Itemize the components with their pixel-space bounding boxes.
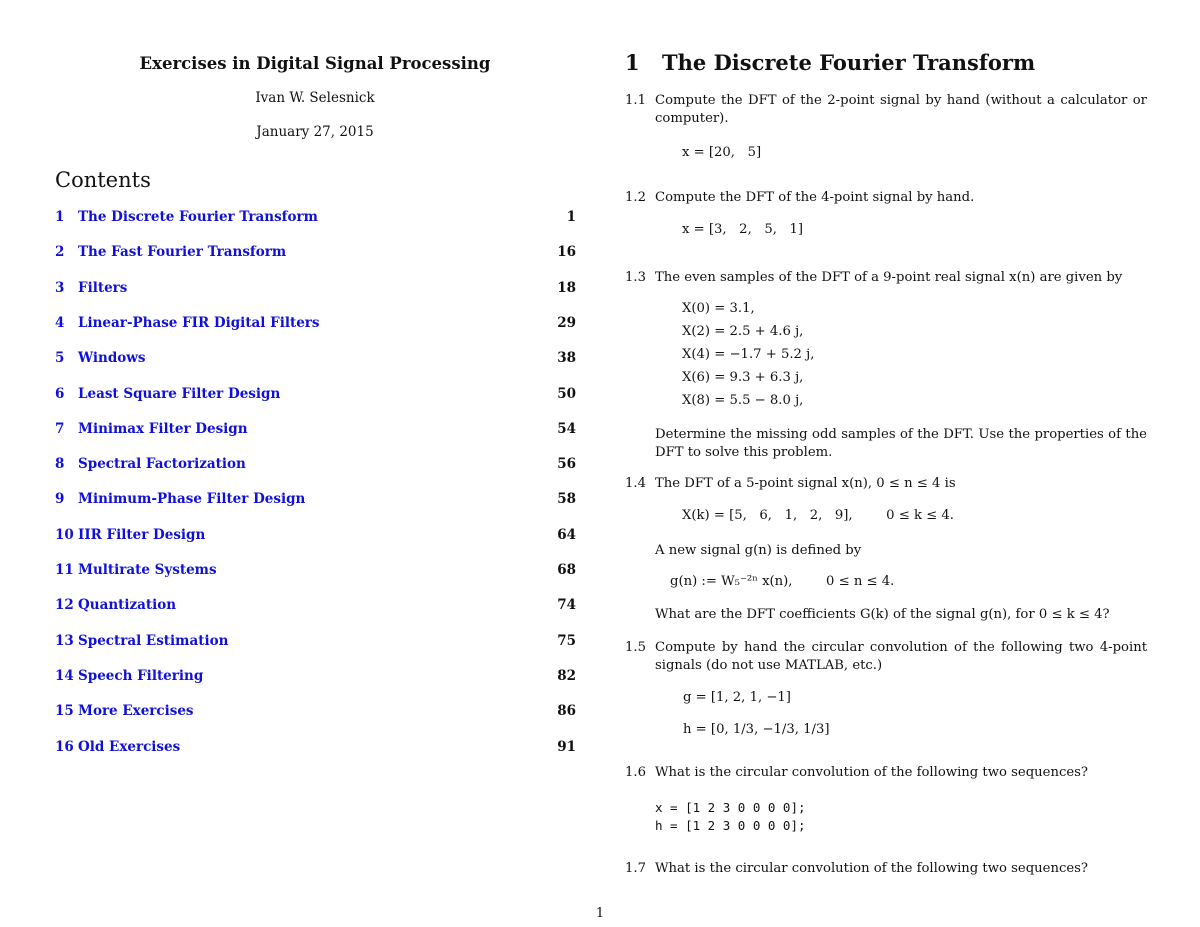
toc-label: Speech Filtering: [78, 667, 204, 684]
toc-number: 5: [55, 350, 65, 367]
toc-page: 74: [557, 597, 576, 614]
exercise-paragraph: What are the DFT coefficients G(k) of the signal g(n), for 0 ≤ k ≤ 4?: [655, 607, 1110, 622]
toc-number: 4: [55, 314, 65, 331]
toc-page: 56: [557, 456, 576, 473]
toc-label: Filters: [78, 279, 128, 296]
toc-entry[interactable]: [55, 386, 576, 408]
equation: g(n) := W₅⁻²ⁿ x(n), 0 ≤ n ≤ 4.: [670, 574, 895, 589]
exercise-text: Compute the DFT of the 4-point signal by hand.: [655, 190, 975, 205]
document-author: Ivan W. Selesnick: [255, 90, 375, 106]
section-title: The Discrete Fourier Transform: [662, 50, 1036, 75]
toc-page: 16: [557, 244, 576, 261]
toc-label: The Discrete Fourier Transform: [78, 209, 318, 225]
equation: X(6) = 9.3 + 6.3 j,: [682, 370, 804, 385]
exercise-text: What is the circular convolution of the following two sequences?: [655, 861, 1088, 876]
exercise-number: 1.1: [625, 93, 646, 108]
toc-label: The Fast Fourier Transform: [78, 244, 287, 261]
toc-page: 50: [557, 385, 576, 402]
toc-label: Minimax Filter Design: [78, 420, 248, 437]
document-date: January 27, 2015: [256, 124, 374, 140]
exercise-paragraph: Determine the missing odd samples of the DFT. Use the properties of the DFT to solve this problem.: [655, 427, 1147, 460]
toc-page: 64: [557, 526, 576, 543]
exercise-paragraph: A new signal g(n) is defined by: [655, 543, 862, 558]
exercise-text: The even samples of the DFT of a 9-point real signal x(n) are given by: [655, 270, 1123, 285]
toc-label: Windows: [78, 350, 146, 367]
toc-number: 8: [55, 456, 65, 473]
toc-number: 10: [55, 526, 74, 543]
toc-entry[interactable]: [55, 421, 576, 443]
toc-page: 68: [557, 562, 576, 578]
exercise-text: The DFT of a 5-point signal x(n), 0 ≤ n ≤ 4 is: [655, 476, 956, 491]
toc-label: Multirate Systems: [78, 562, 217, 578]
exercise-text: Compute the DFT of the 2-point signal by hand (without a calculator or computer).: [655, 93, 1147, 126]
toc-entry[interactable]: [55, 350, 576, 372]
toc-entry[interactable]: [55, 315, 576, 337]
contents-heading: Contents: [55, 168, 151, 192]
toc-page: 86: [557, 703, 576, 720]
toc-number: 13: [55, 632, 74, 649]
exercise-text: Compute by hand the circular convolution of the following two 4-point signals (do not use MATLAB, etc.): [655, 640, 1147, 673]
exercise-number: 1.6: [625, 765, 646, 780]
toc-number: 2: [55, 244, 65, 261]
exercise-number: 1.2: [625, 190, 646, 205]
toc-number: 11: [55, 562, 74, 578]
equation: X(4) = −1.7 + 5.2 j,: [682, 347, 815, 362]
toc-page: 38: [557, 350, 576, 367]
exercise-number: 1.5: [625, 640, 646, 655]
toc-label: Minimum-Phase Filter Design: [78, 491, 306, 508]
toc-page: 18: [557, 279, 576, 296]
toc-number: 12: [55, 597, 74, 614]
toc-number: 1: [55, 209, 65, 225]
toc-entry[interactable]: [55, 739, 576, 761]
toc-entry[interactable]: [55, 668, 576, 690]
toc-number: 16: [55, 738, 74, 755]
toc-page: 82: [557, 667, 576, 684]
toc-page: 58: [557, 491, 576, 508]
exercise-number: 1.7: [625, 861, 646, 876]
toc-number: 3: [55, 279, 65, 296]
equation: X(0) = 3.1,: [682, 301, 755, 316]
toc-number: 6: [55, 385, 65, 402]
equation: X(2) = 2.5 + 4.6 j,: [682, 324, 804, 339]
toc-page: 75: [557, 632, 576, 649]
equation: h = [0, 1/3, −1/3, 1/3]: [683, 722, 830, 737]
toc-entry[interactable]: [55, 209, 576, 231]
toc-entry[interactable]: [55, 597, 576, 619]
toc-entry[interactable]: [55, 244, 576, 266]
equation: X(8) = 5.5 − 8.0 j,: [682, 393, 804, 408]
toc-label: More Exercises: [78, 703, 194, 720]
code-line: h = [1 2 3 0 0 0 0];: [655, 818, 806, 833]
toc-label: Spectral Factorization: [78, 456, 246, 473]
toc-label: IIR Filter Design: [78, 526, 206, 543]
toc-entry[interactable]: [55, 703, 576, 725]
toc-number: 7: [55, 420, 65, 437]
toc-number: 14: [55, 667, 74, 684]
toc-label: Old Exercises: [78, 738, 181, 755]
equation: x = [3, 2, 5, 1]: [682, 222, 804, 237]
toc-label: Quantization: [78, 597, 177, 614]
toc-page: 29: [557, 314, 576, 331]
toc-entry[interactable]: [55, 562, 576, 584]
exercise-text: What is the circular convolution of the following two sequences?: [655, 765, 1088, 780]
toc-entry[interactable]: [55, 280, 576, 302]
toc-label: Least Square Filter Design: [78, 385, 281, 402]
toc-label: Linear-Phase FIR Digital Filters: [78, 314, 320, 331]
toc-entry[interactable]: [55, 527, 576, 549]
equation: g = [1, 2, 1, −1]: [683, 690, 791, 705]
equation: X(k) = [5, 6, 1, 2, 9], 0 ≤ k ≤ 4.: [682, 508, 954, 523]
equation: x = [20, 5]: [682, 145, 762, 160]
exercise-number: 1.4: [625, 476, 646, 491]
toc-number: 9: [55, 491, 65, 508]
section-heading: [625, 50, 1035, 75]
toc-label: Spectral Estimation: [78, 632, 229, 649]
toc-entry[interactable]: [55, 491, 576, 513]
toc-page: 91: [557, 738, 576, 755]
exercise-number: 1.3: [625, 270, 646, 285]
section-number: 1: [625, 50, 640, 75]
toc-entry[interactable]: [55, 633, 576, 655]
code-line: x = [1 2 3 0 0 0 0];: [655, 800, 806, 815]
page-number: 1: [595, 906, 605, 921]
toc-page: 54: [557, 420, 576, 437]
document-title: Exercises in Digital Signal Processing: [139, 54, 491, 73]
toc-number: 15: [55, 703, 74, 720]
toc-page: 1: [566, 209, 576, 225]
toc-entry[interactable]: [55, 456, 576, 478]
